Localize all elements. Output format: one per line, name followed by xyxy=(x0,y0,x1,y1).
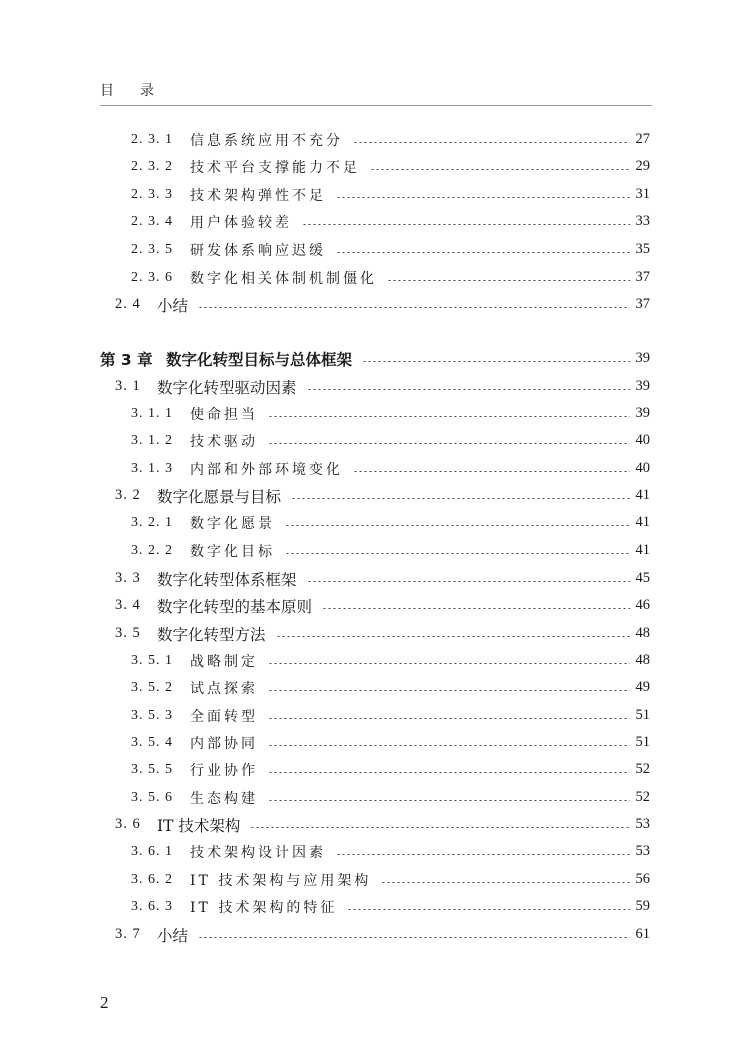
toc-entry-title: 数字化愿景与目标 xyxy=(157,487,282,506)
toc-entry[interactable] xyxy=(0,264,750,291)
toc-entry[interactable] xyxy=(0,373,750,400)
toc-entry-number: 2. 3. 3 xyxy=(131,186,173,202)
toc-entry-number: 3. 5. 2 xyxy=(131,679,173,695)
toc-entry[interactable] xyxy=(0,784,750,811)
dot-leader xyxy=(336,252,630,253)
toc-entry-number: 2. 4 xyxy=(115,296,141,312)
toc-entry-number: 3. 4 xyxy=(115,597,141,613)
toc-entry-number: 3. 5. 5 xyxy=(131,761,173,777)
dot-leader xyxy=(268,718,630,719)
toc-entry[interactable] xyxy=(0,153,750,180)
toc-entry-page: 61 xyxy=(635,926,650,942)
toc-entry-number: 第 3 章 xyxy=(100,350,153,369)
toc-entry-page: 48 xyxy=(635,652,650,668)
toc-entry-title: 战略制定 xyxy=(190,653,258,670)
toc-entry[interactable] xyxy=(0,126,750,153)
toc-entry-number: 3. 1. 3 xyxy=(131,460,173,476)
toc-entry-title: IT 技术架构与应用架构 xyxy=(190,872,372,889)
toc-entry[interactable] xyxy=(0,345,750,372)
toc-entry-page: 53 xyxy=(635,816,650,832)
dot-leader xyxy=(381,882,630,883)
toc-entry[interactable] xyxy=(0,866,750,893)
dot-leader xyxy=(336,854,630,855)
toc-entry-number: 3. 5 xyxy=(115,625,141,641)
toc-entry-number: 3. 6. 3 xyxy=(131,898,173,914)
toc-entry-title: 使命担当 xyxy=(190,406,258,423)
toc-entry[interactable] xyxy=(0,674,750,701)
dot-leader xyxy=(268,663,630,664)
dot-leader xyxy=(285,553,630,554)
toc-entry-number: 3. 5. 4 xyxy=(131,734,173,750)
dot-leader xyxy=(285,525,630,526)
toc-entry[interactable] xyxy=(0,208,750,235)
dot-leader xyxy=(198,307,630,308)
toc-entry[interactable] xyxy=(0,729,750,756)
toc-entry-title: 用户体验较差 xyxy=(190,214,292,231)
toc-entry-number: 2. 3. 2 xyxy=(131,158,173,174)
toc-entry-title: 数字化转型体系框架 xyxy=(157,570,297,589)
toc-entry[interactable] xyxy=(0,291,750,318)
toc-entry-page: 52 xyxy=(635,761,650,777)
dot-leader xyxy=(250,827,630,828)
toc-entry[interactable] xyxy=(0,537,750,564)
toc-entry-page: 27 xyxy=(635,131,650,147)
toc-entry[interactable] xyxy=(0,509,750,536)
toc-entry[interactable] xyxy=(0,565,750,592)
toc-entry-title: 数字化转型目标与总体框架 xyxy=(166,350,353,369)
toc-entry-number: 3. 3 xyxy=(115,570,141,586)
toc-entry[interactable] xyxy=(0,455,750,482)
page-number: 2 xyxy=(100,993,109,1012)
header-text-lu: 录 xyxy=(140,83,156,99)
toc-entry-page: 40 xyxy=(635,460,650,476)
toc-entry-number: 3. 6 xyxy=(115,816,141,832)
dot-leader xyxy=(362,361,630,362)
toc-entry-page: 39 xyxy=(635,405,650,421)
toc-entry[interactable] xyxy=(0,620,750,647)
toc-entry-title: IT 技术架构 xyxy=(157,816,241,835)
toc-entry-number: 2. 3. 4 xyxy=(131,213,173,229)
toc-entry-title: 技术架构设计因素 xyxy=(190,844,326,861)
toc-entry-number: 2. 3. 6 xyxy=(131,269,173,285)
toc-entry[interactable] xyxy=(0,838,750,865)
toc-entry-title: 数字化转型方法 xyxy=(157,625,266,644)
toc-entry-page: 37 xyxy=(635,269,650,285)
toc-entry-page: 51 xyxy=(635,707,650,723)
toc-entry-title: 小结 xyxy=(157,296,189,315)
toc-entry-title: 数字化愿景 xyxy=(190,515,275,532)
dot-leader xyxy=(291,498,630,499)
toc-entry-number: 2. 3. 5 xyxy=(131,241,173,257)
dot-leader xyxy=(347,909,630,910)
toc-entry-page: 29 xyxy=(635,158,650,174)
toc-entry-page: 41 xyxy=(635,542,650,558)
toc-entry-page: 46 xyxy=(635,597,650,613)
toc-entry-title: 研发体系响应迟缓 xyxy=(190,242,326,259)
toc-entry-number: 3. 5. 6 xyxy=(131,789,173,805)
toc-entry-title: 技术平台支撑能力不足 xyxy=(190,159,360,176)
toc-entry[interactable] xyxy=(0,400,750,427)
toc-entry-page: 45 xyxy=(635,570,650,586)
toc-entry-page: 49 xyxy=(635,679,650,695)
toc-entry-page: 53 xyxy=(635,843,650,859)
toc-entry-title: 数字化相关体制机制僵化 xyxy=(190,270,377,287)
toc-entry-number: 3. 1. 1 xyxy=(131,405,173,421)
toc-entry[interactable] xyxy=(0,647,750,674)
dot-leader xyxy=(268,800,630,801)
toc-entry-title: 数字化转型的基本原则 xyxy=(157,597,313,616)
dot-leader xyxy=(353,142,630,143)
toc-entry-page: 41 xyxy=(635,514,650,530)
toc-entry[interactable] xyxy=(0,893,750,920)
toc-entry-number: 3. 7 xyxy=(115,926,141,942)
toc-entry-page: 59 xyxy=(635,898,650,914)
toc-entry-page: 56 xyxy=(635,871,650,887)
header-text-mu: 目 xyxy=(100,83,116,99)
toc-entry-page: 39 xyxy=(635,378,650,394)
toc-entry-number: 3. 5. 1 xyxy=(131,652,173,668)
dot-leader xyxy=(268,690,630,691)
toc-entry-page: 33 xyxy=(635,213,650,229)
toc-entry-title: IT 技术架构的特征 xyxy=(190,899,338,916)
dot-leader xyxy=(307,389,630,390)
dot-leader xyxy=(353,471,630,472)
toc-entry-title: 技术驱动 xyxy=(190,433,258,450)
toc-entry-page: 40 xyxy=(635,432,650,448)
dot-leader xyxy=(276,636,630,637)
toc-entry-page: 41 xyxy=(635,487,650,503)
toc-entry-number: 3. 6. 2 xyxy=(131,871,173,887)
dot-leader xyxy=(307,581,630,582)
toc-entry-title: 行业协作 xyxy=(190,762,258,779)
toc-entry-page: 51 xyxy=(635,734,650,750)
toc-entry[interactable] xyxy=(0,236,750,263)
toc-entry-page: 48 xyxy=(635,625,650,641)
toc-entry-number: 2. 3. 1 xyxy=(131,131,173,147)
toc-entry-title: 信息系统应用不充分 xyxy=(190,132,343,149)
toc-entry-title: 技术架构弹性不足 xyxy=(190,187,326,204)
toc-entry[interactable] xyxy=(0,482,750,509)
dot-leader xyxy=(322,608,630,609)
dot-leader xyxy=(387,280,630,281)
toc-entry-number: 3. 6. 1 xyxy=(131,843,173,859)
toc-entry[interactable] xyxy=(0,756,750,783)
toc-entry[interactable] xyxy=(0,427,750,454)
toc-entry[interactable] xyxy=(0,702,750,729)
toc-entry-title: 数字化转型驱动因素 xyxy=(157,378,297,397)
table-of-contents xyxy=(0,125,750,955)
dot-leader xyxy=(370,169,630,170)
toc-entry-page: 35 xyxy=(635,241,650,257)
toc-entry-page: 52 xyxy=(635,789,650,805)
toc-entry-number: 3. 2 xyxy=(115,487,141,503)
header-rule xyxy=(100,105,652,106)
toc-entry-number: 3. 1. 2 xyxy=(131,432,173,448)
dot-leader xyxy=(268,745,630,746)
toc-entry-title: 内部和外部环境变化 xyxy=(190,461,343,478)
toc-entry-page: 37 xyxy=(635,296,650,312)
toc-entry[interactable] xyxy=(0,921,750,948)
toc-entry[interactable] xyxy=(0,181,750,208)
toc-entry-page: 39 xyxy=(635,350,650,366)
toc-entry-title: 生态构建 xyxy=(190,790,258,807)
dot-leader xyxy=(336,197,630,198)
toc-entry-title: 内部协同 xyxy=(190,735,258,752)
dot-leader xyxy=(198,937,630,938)
toc-entry-title: 数字化目标 xyxy=(190,543,275,560)
toc-entry-title: 试点探索 xyxy=(190,680,258,697)
toc-entry-page: 31 xyxy=(635,186,650,202)
toc-entry[interactable] xyxy=(0,811,750,838)
toc-entry-title: 全面转型 xyxy=(190,708,258,725)
toc-entry[interactable] xyxy=(0,592,750,619)
dot-leader xyxy=(302,224,630,225)
toc-entry-number: 3. 5. 3 xyxy=(131,707,173,723)
dot-leader xyxy=(268,443,630,444)
toc-entry-number: 3. 2. 2 xyxy=(131,542,173,558)
toc-entry-title: 小结 xyxy=(157,926,189,945)
dot-leader xyxy=(268,416,630,417)
toc-entry-number: 3. 1 xyxy=(115,378,141,394)
toc-entry-number: 3. 2. 1 xyxy=(131,514,173,530)
dot-leader xyxy=(268,772,630,773)
